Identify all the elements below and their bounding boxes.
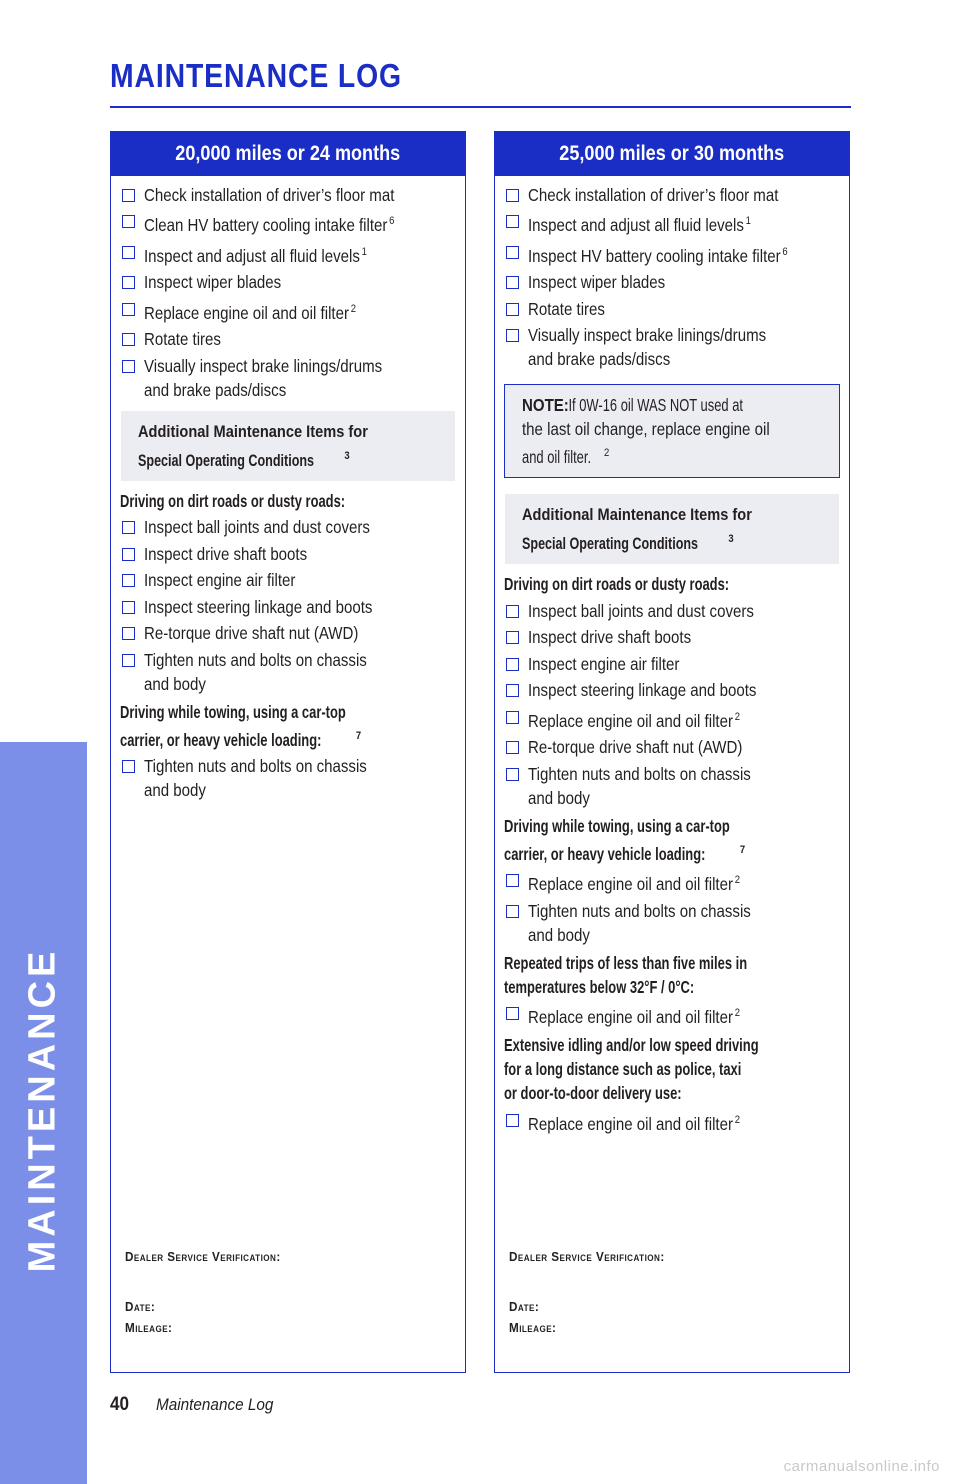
- item-label: [528, 705, 740, 733]
- checkbox[interactable]: [506, 684, 519, 697]
- item-text: Inspect engine air filter: [528, 653, 680, 674]
- item-text: Inspect and adjust all fluid levels: [528, 215, 744, 235]
- checklist-text: [528, 183, 819, 207]
- condition-heading-text: carrier, or heavy vehicle loading:: [504, 843, 706, 864]
- checkbox[interactable]: [506, 874, 519, 887]
- footnote-ref: 7: [739, 843, 746, 856]
- item-text: Replace engine oil and oil filter: [528, 710, 733, 731]
- interval-header: [111, 132, 465, 176]
- checkbox[interactable]: [122, 654, 135, 667]
- item-label: [528, 625, 691, 649]
- watermark: carmanualsonline.info: [783, 1458, 940, 1475]
- checkbox[interactable]: [122, 333, 135, 346]
- item-text: Inspect steering linkage and boots: [528, 680, 757, 700]
- condition-heading-text: Driving on dirt roads or dusty roads:: [504, 574, 730, 594]
- item-text-continued: and brake pads/discs: [528, 349, 671, 369]
- checkbox[interactable]: [506, 768, 519, 781]
- item-text: Re-torque drive shaft nut (AWD): [144, 623, 359, 643]
- item-text: Inspect drive shaft boots: [144, 543, 308, 564]
- mileage-label: Mileage:: [125, 1320, 173, 1335]
- item-label: [144, 240, 367, 268]
- checkbox[interactable]: [122, 760, 135, 773]
- item-label: [144, 270, 281, 294]
- checklist-item: [504, 868, 840, 896]
- item-text: Re-torque drive shaft nut (AWD): [528, 737, 743, 757]
- item-label: [528, 1108, 740, 1136]
- condition-heading-line: [504, 838, 745, 866]
- checklist-text: [528, 762, 787, 810]
- checklist-item: [504, 762, 840, 810]
- additional-items-box: [505, 494, 839, 564]
- checklist-item: [504, 1108, 840, 1136]
- checklist-item: [504, 599, 840, 623]
- condition-heading-line: [504, 951, 787, 975]
- item-label: [144, 354, 382, 378]
- item-label: [528, 209, 751, 237]
- item-text: Inspect engine air filter: [144, 570, 296, 590]
- additional-heading-text: Special Operating Conditions: [522, 534, 699, 553]
- checklist-text: [528, 705, 774, 733]
- date-label: Date:: [125, 1299, 156, 1314]
- item-label: [528, 270, 665, 294]
- checkbox[interactable]: [506, 1007, 519, 1020]
- checklist-text: [528, 735, 777, 759]
- item-label: [528, 599, 754, 623]
- checklist-item: [120, 648, 456, 696]
- checklist-item: [504, 183, 840, 207]
- item-label: [144, 209, 394, 237]
- additional-heading-line: Additional Maintenance Items for: [138, 421, 368, 441]
- page-title: MAINTENANCE LOG: [110, 57, 402, 94]
- item-label: [144, 568, 295, 592]
- column-body: [111, 176, 465, 802]
- checkbox[interactable]: [506, 246, 519, 259]
- checklist-text: [144, 209, 435, 237]
- checkbox[interactable]: [506, 741, 519, 754]
- checklist-item: [120, 754, 456, 802]
- checklist-item: [120, 568, 456, 592]
- footnote-ref: 3: [344, 449, 350, 462]
- condition-heading-text: temperatures below 32°F / 0°C:: [504, 976, 695, 997]
- checkbox[interactable]: [122, 189, 135, 202]
- checklist-item: [504, 678, 840, 702]
- item-text: Visually inspect brake linings/drums: [144, 355, 383, 376]
- item-label: [528, 240, 788, 268]
- condition-heading-text: Driving while towing, using a car-top: [504, 815, 730, 836]
- interval-title: 20,000 miles or 24 months: [175, 142, 401, 165]
- checklist-item: [504, 323, 840, 371]
- item-label: [144, 754, 367, 778]
- item-text: Rotate tires: [528, 298, 605, 319]
- condition-heading-text: carrier, or heavy vehicle loading:: [120, 729, 322, 750]
- checkbox[interactable]: [122, 574, 135, 587]
- mileage-label: Mileage:: [509, 1320, 557, 1335]
- checkbox[interactable]: [506, 303, 519, 316]
- item-label: [528, 735, 742, 759]
- additional-heading-line: [522, 527, 734, 556]
- item-label: [144, 542, 307, 566]
- additional-heading-line: [138, 444, 350, 473]
- item-text-continued: and body: [528, 924, 590, 945]
- checklist-text: [144, 595, 410, 619]
- page-number: 40: [110, 1394, 130, 1415]
- checklist-item: [120, 209, 456, 237]
- note-text: If 0W-16 oil WAS NOT used at: [568, 395, 744, 415]
- checkbox[interactable]: [122, 627, 135, 640]
- condition-heading-text: Driving on dirt roads or dusty roads:: [120, 490, 346, 511]
- checkbox[interactable]: [506, 215, 519, 228]
- item-text: Replace engine oil and oil filter: [528, 1113, 733, 1134]
- checklist-item: [504, 625, 840, 649]
- dealer-service-verification-label: Dealer Service Verification:: [125, 1249, 281, 1264]
- item-label: [528, 323, 766, 347]
- item-label: [528, 868, 740, 896]
- checkbox[interactable]: [506, 658, 519, 671]
- checkbox[interactable]: [122, 521, 135, 534]
- checklist-text: [144, 515, 407, 539]
- note-text: and oil filter.: [522, 447, 592, 467]
- item-text: Tighten nuts and bolts on chassis: [528, 900, 751, 921]
- footnote-ref: 1: [745, 215, 751, 227]
- checkbox[interactable]: [506, 631, 519, 644]
- checklist-item: [120, 542, 456, 566]
- item-text-continued: and brake pads/discs: [144, 379, 287, 400]
- condition-heading: [504, 1033, 840, 1105]
- checklist-text: [144, 621, 393, 645]
- checklist-text: [528, 1108, 774, 1136]
- checklist-item: [120, 297, 456, 325]
- item-text: Inspect ball joints and dust covers: [528, 600, 754, 621]
- item-label: [528, 1001, 740, 1029]
- checklist-item: [120, 354, 456, 402]
- checklist-item: [120, 183, 456, 207]
- checklist-text: [528, 678, 794, 702]
- condition-heading: [504, 951, 840, 999]
- footnote-ref: 7: [355, 729, 362, 742]
- checklist-text: [528, 297, 617, 321]
- checklist-text: [144, 297, 390, 325]
- checkbox[interactable]: [506, 329, 519, 342]
- note-line: [522, 393, 772, 417]
- checkbox[interactable]: [122, 360, 135, 373]
- checkbox[interactable]: [506, 905, 519, 918]
- checklist-item: [120, 270, 456, 294]
- note-line: the last oil change, replace engine oil: [522, 419, 770, 439]
- item-text: Inspect wiper blades: [528, 272, 666, 292]
- checklist-text: [528, 899, 787, 947]
- footnote-ref: 2: [734, 874, 740, 886]
- condition-heading-text: Repeated trips of less than five miles in: [504, 952, 748, 973]
- condition-heading: [504, 814, 840, 866]
- checklist-text: [144, 240, 403, 268]
- checklist-text: [528, 1001, 774, 1029]
- item-text: Replace engine oil and oil filter: [528, 874, 733, 894]
- checkbox[interactable]: [506, 1114, 519, 1127]
- checklist-item: [120, 327, 456, 351]
- item-label: [528, 652, 679, 676]
- checklist-text: [528, 240, 830, 268]
- checklist-text: [144, 568, 320, 592]
- condition-heading-line: [504, 975, 725, 999]
- condition-heading-line: [504, 1033, 800, 1057]
- checklist-item: [504, 899, 840, 947]
- note-box: [504, 384, 840, 478]
- footnote-ref: 1: [361, 245, 367, 258]
- checklist-item: [120, 240, 456, 268]
- checkbox[interactable]: [506, 276, 519, 289]
- item-text: Check installation of driver’s floor mat: [144, 184, 395, 205]
- checklist-item: [120, 515, 456, 539]
- item-text: Inspect HV battery cooling intake filter: [528, 245, 781, 266]
- item-label: [144, 183, 394, 207]
- item-label: [144, 595, 372, 619]
- item-label: [528, 297, 605, 321]
- checkbox[interactable]: [122, 246, 135, 259]
- item-text: Clean HV battery cooling intake filter: [144, 215, 388, 235]
- checklist-item: [504, 652, 840, 676]
- item-label: [528, 678, 756, 702]
- item-text-continued: and body: [144, 780, 206, 800]
- condition-heading-line: [120, 489, 382, 513]
- item-text: Inspect steering linkage and boots: [144, 596, 373, 617]
- checklist-text: [528, 323, 805, 371]
- condition-heading-line: [120, 700, 383, 724]
- condition-heading: [120, 700, 456, 752]
- condition-heading-line: [504, 1057, 780, 1081]
- maintenance-column-25000: [494, 131, 850, 1373]
- checkbox[interactable]: [122, 548, 135, 561]
- item-text-continued: and body: [528, 787, 590, 808]
- item-label: [144, 648, 367, 672]
- checkbox[interactable]: [506, 711, 519, 724]
- condition-heading-text: Extensive idling and/or low speed driving: [504, 1035, 759, 1055]
- checklist-item: [504, 297, 840, 321]
- checklist-text: [528, 868, 774, 896]
- checklist-item: [504, 240, 840, 268]
- checklist-item: [120, 595, 456, 619]
- checkbox[interactable]: [506, 189, 519, 202]
- additional-heading-line: Additional Maintenance Items for: [522, 505, 752, 524]
- item-label: [144, 515, 370, 539]
- checklist-item: [504, 735, 840, 759]
- checkbox[interactable]: [122, 276, 135, 289]
- additional-heading-text: Special Operating Conditions: [138, 450, 315, 470]
- item-text: Tighten nuts and bolts on chassis: [528, 763, 751, 784]
- footnote-ref: 2: [604, 447, 610, 459]
- additional-items-box: [121, 411, 455, 481]
- footnote-ref: 3: [728, 533, 734, 545]
- checklist-text: [144, 648, 403, 696]
- checklist-text: [144, 183, 435, 207]
- item-text: Visually inspect brake linings/drums: [528, 325, 767, 345]
- item-text: Replace engine oil and oil filter: [144, 302, 349, 323]
- checklist-text: [144, 754, 403, 802]
- item-text: Tighten nuts and bolts on chassis: [144, 649, 367, 670]
- date-label: Date:: [509, 1299, 540, 1314]
- condition-heading-line: [504, 814, 767, 838]
- condition-heading-line: [120, 724, 361, 752]
- column-body: [495, 176, 849, 1136]
- item-text: Inspect wiper blades: [144, 272, 282, 292]
- checklist-text: [528, 625, 718, 649]
- item-text: Rotate tires: [144, 329, 221, 349]
- item-text: Replace engine oil and oil filter: [528, 1007, 733, 1027]
- footnote-ref: 2: [350, 302, 356, 315]
- checklist-text: [144, 327, 233, 351]
- condition-heading-line: [504, 1081, 711, 1105]
- item-label: [144, 297, 356, 325]
- footnote-ref: 2: [734, 710, 740, 723]
- checklist-item: [504, 705, 840, 733]
- item-label: [144, 327, 221, 351]
- item-text-continued: and body: [144, 673, 206, 694]
- checklist-text: [144, 270, 304, 294]
- item-text: Tighten nuts and bolts on chassis: [144, 756, 367, 776]
- dealer-service-verification-label: Dealer Service Verification:: [509, 1249, 665, 1264]
- checkbox[interactable]: [506, 605, 519, 618]
- checklist-item: [504, 209, 840, 237]
- condition-heading-text: for a long distance such as police, taxi: [504, 1059, 742, 1079]
- item-label: [144, 621, 358, 645]
- footnote-ref: 6: [389, 215, 395, 227]
- maintenance-column-20000: [110, 131, 466, 1373]
- item-text: Inspect drive shaft boots: [528, 627, 692, 647]
- item-text: Inspect and adjust all fluid levels: [144, 245, 360, 266]
- item-text: Check installation of driver’s floor mat: [528, 184, 779, 205]
- checkbox[interactable]: [122, 601, 135, 614]
- interval-title: 25,000 miles or 30 months: [559, 142, 785, 165]
- condition-heading-text: or door-to-door delivery use:: [504, 1083, 682, 1103]
- checklist-item: [120, 621, 456, 645]
- item-label: [528, 899, 751, 923]
- sidebar-label: MAINTENANCE: [21, 947, 64, 1273]
- condition-heading: [120, 489, 456, 513]
- footer-section: Maintenance Log: [156, 1395, 274, 1414]
- condition-heading: [504, 572, 840, 596]
- title-rule: [110, 106, 851, 108]
- checklist-text: [528, 209, 787, 237]
- condition-heading-text: Driving while towing, using a car-top: [120, 701, 346, 722]
- item-label: [528, 762, 751, 786]
- checkbox[interactable]: [122, 303, 135, 316]
- checklist-text: [144, 354, 421, 402]
- checklist-item: [504, 1001, 840, 1029]
- checklist-text: [528, 270, 688, 294]
- condition-heading-line: [504, 572, 766, 596]
- interval-header: [495, 132, 849, 176]
- checklist-text: [528, 599, 791, 623]
- checklist-text: [528, 652, 704, 676]
- note-line: [522, 441, 609, 469]
- checkbox[interactable]: [122, 215, 135, 228]
- item-text: Inspect ball joints and dust covers: [144, 517, 370, 537]
- checklist-item: [504, 270, 840, 294]
- checklist-text: [144, 542, 334, 566]
- footnote-ref: 6: [782, 245, 788, 258]
- footnote-ref: 2: [734, 1007, 740, 1019]
- footnote-ref: 2: [734, 1113, 740, 1126]
- note-label: NOTE:: [522, 395, 569, 415]
- item-label: [528, 183, 778, 207]
